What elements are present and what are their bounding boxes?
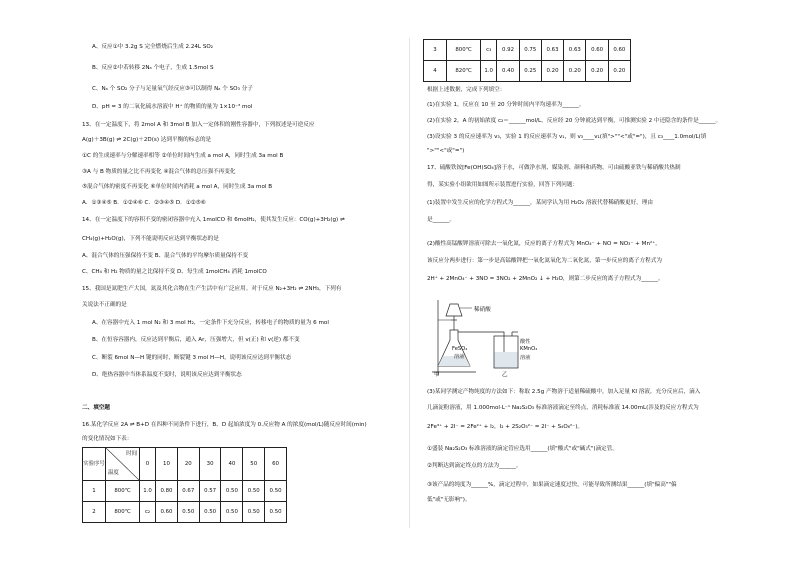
- row-no: 1: [83, 481, 106, 502]
- cell: 0.60: [586, 40, 608, 61]
- q17-part1-cont: 是______。: [427, 217, 455, 223]
- label-acidic: 酸性: [520, 339, 531, 345]
- cell: 0.20: [541, 61, 563, 82]
- header-time-label: 时间: [126, 451, 137, 457]
- option-a: A、反应①中 3.2g S 完全燃烧后生成 2.24L SO₂: [92, 44, 214, 50]
- row-temp: 820℃: [447, 61, 481, 82]
- q16-part3: (3)设实验 3 的反应速率为 v₃，实验 1 的反应速率为 v₁，则 v₃____v₁(填">""<"或"=")，且 c₃____1.0mol/L(填: [427, 134, 707, 140]
- cell: 0.63: [541, 40, 563, 61]
- q17-stem: 17、硫酸铁铵[Fe(OH)SO₄]溶于水，可做净水剂、媒染剂、颜料和药物。可由硫酸亚铁与稀硝酸共热制: [427, 165, 681, 171]
- label-feso4: FeSO₄: [452, 346, 468, 352]
- cell: 0.50: [199, 502, 221, 523]
- cell: 0.20: [608, 61, 630, 82]
- row-no: 4: [424, 61, 447, 82]
- q13-equation: A(g)＋3B(g) ⇌ 2C(g)＋2D(s) 达到平衡的标志的是: [82, 137, 212, 143]
- label-kmno4: KMnO₄: [520, 346, 538, 352]
- q14-stem: 14、在一定温度下的容积不变的密闭容器中充入 1molCO 和 6molH₂，使其发生反应：CO(g)+3H₂(g) ⇌: [82, 217, 345, 223]
- apparatus-diagram: [432, 296, 542, 378]
- label-kmno4-solution: 溶液: [520, 355, 531, 361]
- q17-part2: (2)酸性高锰酸钾溶液可除去一氧化氮，反应的离子方程式为 MnO₄⁻ + NO = NO₃⁻ + Mn²⁺，: [427, 241, 661, 247]
- q16-table-part2: [423, 39, 631, 82]
- q17-part3: (3)某同学测定产物纯度的方法如下：称取 2.5g 产物溶于适量稀硫酸中，加入足量 KI 溶液，充分反应后，滴入: [427, 389, 701, 395]
- row-temp: 800℃: [106, 481, 140, 502]
- option-c: C、Nₐ 个 SO₂ 分子与足量氧气经反应③可以制得 Nₐ 个 SO₃ 分子: [92, 86, 253, 92]
- time-header: 30: [199, 448, 221, 481]
- time-header: 60: [265, 448, 287, 481]
- q15-option-b: B、在恒容容器内，反应达到平衡后，通入 Ar，压强增大，但 v(正) 和 v(逆) 都不变: [92, 337, 300, 343]
- header-diagonal-cell: [106, 448, 140, 481]
- cell: 0.57: [199, 481, 221, 502]
- q13-item-1-2: ①C 的生成速率与分解速率相等 ②单位时间内生成 a mol A，同时生成 3a mol B: [82, 153, 284, 159]
- cell: 1.0: [481, 61, 497, 82]
- q15-stem-2: 关说法不正确的是: [82, 302, 127, 308]
- q16-stem: 16.某化学反应 2A ⇌ B+D 在四种不同条件下进行，B、D 起始浓度为 0.反应物 A 的浓度(mol/L)随反应时间(min): [82, 422, 367, 428]
- q13-stem: 13、在一定温度下，将 2mol A 和 3mol B 加入一定体积的刚性容器中，下列叙述是可逆反应: [82, 122, 315, 128]
- cell: 0.75: [519, 40, 541, 61]
- table-row: [424, 40, 631, 61]
- cell: 0.63: [564, 40, 586, 61]
- q14-options-cd: C、CH₄ 和 H₂ 物质的量之比保持不变 D、每生成 1molCH₄ 消耗 1molCO: [82, 269, 267, 275]
- q17-part2-b: 该反应分两步进行：第一步是高锰酸钾把一氧化氮氧化为二氧化氮，第一步反应的离子方程式为: [427, 258, 662, 264]
- q17-sub3: ③该产品的纯度为______%，滴定过程中，如果滴定速度过快，可能导致所测结果______(填"偏高""偏: [427, 482, 677, 488]
- table-row: [83, 502, 287, 523]
- cell: 0.50: [265, 502, 287, 523]
- q15-option-c: C、断裂 6mol N—H 键的同时，断裂键 3 mol H—H，说明该反应达到平衡状态: [92, 355, 292, 361]
- cell: 0.60: [156, 502, 178, 523]
- row-no: 2: [83, 502, 106, 523]
- cell: 0.60: [608, 40, 630, 61]
- table-header-row: [83, 448, 287, 481]
- cell: 0.20: [564, 61, 586, 82]
- cell: 0.80: [156, 481, 178, 502]
- cell: 0.50: [243, 481, 265, 502]
- q17-part3-b: 几滴淀粉溶液，用 1.000mol·L⁻¹ Na₂S₂O₃ 标准溶液滴定至终点，消耗标准液 14.00mL(涉及的反应方程式为: [427, 405, 699, 411]
- q16-intro: 根据上述数据，完成下列填空：: [427, 87, 506, 93]
- q13-item-3-4: ③A 与 B 物质的量之比不再变化 ④混合气体的总压强不再变化: [82, 169, 236, 175]
- time-header: 50: [243, 448, 265, 481]
- q17-sub2: ②判断达到滴定终点的方法为______。: [427, 463, 522, 469]
- q17-sub3-cont: 低"或"无影响")。: [427, 497, 471, 503]
- header-experiment-no: 实验序号: [83, 448, 106, 481]
- section-fill-in: 二、填空题: [82, 405, 110, 411]
- q15-option-d: D、绝热容器中当体系温度不变时，说明该反应达到平衡状态: [92, 372, 242, 378]
- cell: 0.50: [243, 502, 265, 523]
- time-header: 40: [221, 448, 243, 481]
- label-dilute-nitric-acid: 稀硝酸: [474, 307, 491, 313]
- time-header: 20: [177, 448, 199, 481]
- cell: c₃: [481, 40, 497, 61]
- q17-part3-c: 2Fe³⁺ + 2I⁻ = 2Fe²⁺ + I₂，I₂ + 2S₂O₃²⁻ = 2I⁻ + S₄O₆²⁻)。: [427, 424, 583, 430]
- cell: 0.50: [221, 481, 243, 502]
- cell: 0.92: [497, 40, 519, 61]
- q14-options-ab: A、混合气体的压强保持不变 B、混合气体的平均摩尔质量保持不变: [82, 253, 249, 259]
- q16-stem-2: 的变化情况如下表：: [82, 436, 133, 442]
- label-feso4-solution: 溶液: [454, 354, 465, 360]
- table-row: [83, 481, 287, 502]
- option-b: B、反应②中若转移 2Nₐ 个电子，生成 1.5mol S: [92, 65, 214, 71]
- q16-part2: (2)在实验 2，A 的初始浓度 c₂＝______mol/L，反应经 20 分钟就达到平衡，可推测实验 2 中还隐含的条件是______。: [427, 118, 722, 124]
- q13-options: A．①③④⑤ B．①②④⑥ C．②③④⑤ D．①②⑤⑥: [82, 200, 206, 206]
- header-temp-label: 温度: [108, 470, 119, 476]
- q17-stem-2: 得，某实验小组欲用如图所示装置进行实验，回答下列问题：: [427, 182, 579, 188]
- cell: 0.50: [265, 481, 287, 502]
- cell: 0.20: [586, 61, 608, 82]
- row-no: 3: [424, 40, 447, 61]
- q16-part1: (1)在实验 1，反应在 10 至 20 分钟时间内平均速率为______。: [427, 102, 585, 108]
- cell: 1.0: [140, 481, 156, 502]
- cell: c₂: [140, 502, 156, 523]
- cell: 0.25: [519, 61, 541, 82]
- option-d: D、pH = 3 的二氧化硫水溶液中 H⁺ 的物质的量为 1×10⁻³ mol: [92, 104, 253, 110]
- q17-sub1: ①盛装 Na₂S₂O₃ 标准溶液的滴定管应选用______(填"酸式"或"碱式")滴定管。: [427, 446, 618, 452]
- q16-part3-cont: ">""<"或"="): [427, 148, 465, 154]
- q17-part1: (1)装置中发生反应的化学方程式为______，某同学认为用 H₂O₂ 溶液代替稀硝酸更好，理由: [427, 200, 653, 206]
- q15-stem: 15、我国是氮肥生产大国，氮及其化合物在生产生活中有广泛应用。对于反应 N₂+3H₂ ⇌ 2NH₃，下列有: [82, 286, 342, 292]
- cell: 0.67: [177, 481, 199, 502]
- cell: 0.50: [221, 502, 243, 523]
- label-jia: 甲: [434, 372, 440, 378]
- column-divider: [409, 38, 410, 528]
- q16-table-part1: [82, 447, 287, 523]
- q14-stem-2: CH₄(g)+H₂O(g)，下列不能说明反应达到平衡状态的是: [82, 236, 219, 242]
- label-yi: 乙: [502, 372, 508, 378]
- time-header: 10: [156, 448, 178, 481]
- row-temp: 800℃: [447, 40, 481, 61]
- row-temp: 800℃: [106, 502, 140, 523]
- time-header: 0: [140, 448, 156, 481]
- q13-item-5-6: ⑤混合气体的密度不再变化 ⑥单位时间内消耗 a mol A，同时生成 3a mol B: [82, 184, 273, 190]
- q17-part2-c: 2H⁺ + 2MnO₄⁻ + 3NO = 3NO₂ + 2MnO₂ ↓ + H₂O，则第二步反应的离子方程式为______。: [427, 276, 664, 282]
- cell: 0.40: [497, 61, 519, 82]
- table-row: [424, 61, 631, 82]
- cell: 0.50: [177, 502, 199, 523]
- q15-option-a: A、在容器中充入 1 mol N₂ 和 3 mol H₂，一定条件下充分反应，转移电子的物质的量为 6 mol: [92, 320, 329, 326]
